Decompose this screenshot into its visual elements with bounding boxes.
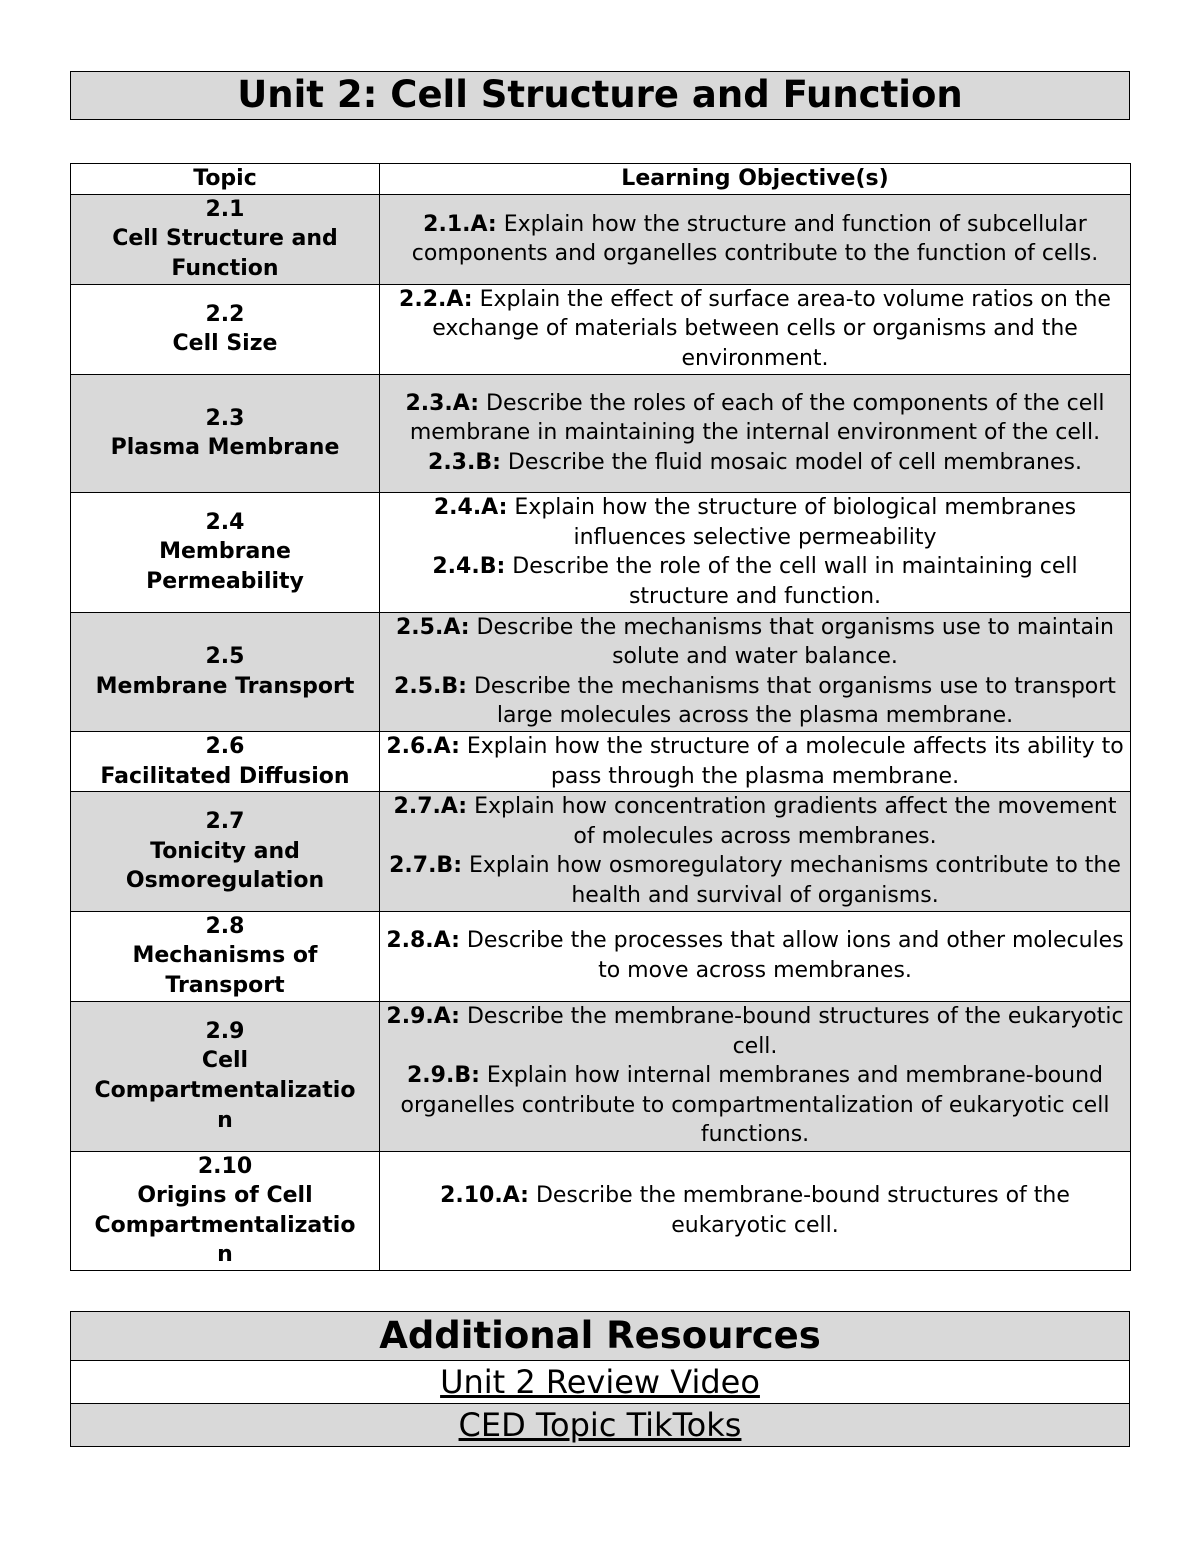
objective-text: Explain how concentration gradients affect the movement of molecules across membranes. <box>474 794 1117 849</box>
objective-code: 2.7.B: <box>389 853 462 879</box>
objective <box>386 851 1124 910</box>
objective <box>386 448 1124 478</box>
objective <box>386 672 1124 731</box>
topic-number: 2.7 <box>205 808 245 834</box>
objective-text: Explain how internal membranes and membrane-bound organelles contribute to compartmentalization of eukaryotic cell functions. <box>400 1063 1110 1148</box>
objective <box>386 1002 1124 1061</box>
objective <box>386 926 1124 985</box>
objective-text: Describe the role of the cell wall in maintaining cell structure and function. <box>512 554 1078 609</box>
topic-name-line: Compartmentalizatio <box>94 1212 356 1238</box>
page-title: Unit 2: Cell Structure and Function <box>70 71 1130 120</box>
objective <box>386 210 1124 269</box>
topic-cell <box>71 911 380 1001</box>
topic-number: 2.8 <box>205 913 245 939</box>
table-row <box>71 1151 1131 1270</box>
topic-name-line: Cell Size <box>172 331 278 357</box>
objective <box>386 552 1124 611</box>
objective-code: 2.10.A: <box>440 1183 529 1209</box>
objective-code: 2.9.B: <box>406 1063 480 1089</box>
topic-name-line: Membrane <box>159 539 291 565</box>
objective-code: 2.5.A: <box>395 614 470 640</box>
resource-row <box>71 1361 1130 1404</box>
objective-code: 2.3.A: <box>405 390 480 416</box>
objectives-cell <box>380 284 1131 374</box>
objectives-cell <box>380 911 1131 1001</box>
table-row <box>71 731 1131 791</box>
topic-name-line: Mechanisms of <box>132 943 318 969</box>
topic-cell <box>71 792 380 911</box>
topic-cell <box>71 1151 380 1270</box>
objectives-cell <box>380 792 1131 911</box>
table-row <box>71 194 1131 284</box>
table-row <box>71 374 1131 492</box>
tiktoks-link[interactable]: CED Topic TikToks <box>71 1404 1130 1447</box>
objective-text: Explain how the structure of a molecule affects its ability to pass through the plasma membrane. <box>466 733 1124 789</box>
objective-code: 2.5.B: <box>394 673 467 699</box>
objective-text: Explain the effect of surface area-to volume ratios on the exchange of materials between cells or organisms and the environment. <box>432 286 1111 371</box>
objective <box>386 792 1124 851</box>
topic-name-line: Tonicity and <box>150 838 300 864</box>
topic-number: 2.9 <box>205 1018 245 1044</box>
topic-number: 2.10 <box>197 1153 253 1179</box>
objective-code: 2.6.A: <box>386 733 460 759</box>
table-row <box>71 284 1131 374</box>
objective-text: Explain how the structure of biological membranes influences selective permeability <box>514 494 1077 550</box>
topic-cell <box>71 374 380 492</box>
table-row <box>71 612 1131 731</box>
topic-number: 2.4 <box>205 509 245 535</box>
topic-number: 2.1 <box>205 196 245 222</box>
objective-text: Explain how the structure and function of subcellular components and organelles contribute to the function of cells. <box>411 211 1099 267</box>
objective-text: Explain how osmoregulatory mechanisms contribute to the health and survival of organisms. <box>469 853 1121 908</box>
topic-cell <box>71 731 380 791</box>
objective <box>386 389 1124 448</box>
objective <box>386 613 1124 672</box>
table-row <box>71 911 1131 1001</box>
objective-code: 2.9.A: <box>386 1004 460 1030</box>
topic-name-line: Plasma Membrane <box>110 435 340 461</box>
header-objectives: Learning Objective(s) <box>380 164 1131 195</box>
objectives-cell <box>380 1151 1131 1270</box>
objective-text: Describe the roles of each of the components of the cell membrane in maintaining the internal environment of the cell. <box>409 390 1105 446</box>
objectives-cell <box>380 492 1131 612</box>
topic-number: 2.2 <box>205 301 245 327</box>
topic-name-line: Osmoregulation <box>125 868 325 894</box>
objectives-table <box>70 163 1131 1271</box>
topic-name-line: Cell <box>201 1048 249 1074</box>
table-body <box>71 194 1131 1270</box>
objective-code: 2.7.A: <box>393 794 468 820</box>
objective-code: 2.8.A: <box>386 928 460 954</box>
topic-name-line: Origins of Cell <box>137 1183 313 1209</box>
objective-code: 2.3.B: <box>428 449 501 475</box>
topic-number: 2.6 <box>205 733 245 759</box>
objective <box>386 493 1124 552</box>
objectives-cell <box>380 374 1131 492</box>
objectives-cell <box>380 731 1131 791</box>
topic-name-line: Facilitated Diffusion <box>100 763 350 789</box>
topic-name-line: n <box>217 1107 233 1133</box>
topic-cell <box>71 492 380 612</box>
objective <box>386 1061 1124 1150</box>
topic-number: 2.5 <box>205 644 245 670</box>
table-header-row <box>71 164 1131 195</box>
objective-text: Describe the membrane-bound structures of the eukaryotic cell. <box>535 1183 1070 1238</box>
objective-text: Describe the fluid mosaic model of cell membranes. <box>507 449 1082 475</box>
objectives-cell <box>380 612 1131 731</box>
objective-code: 2.2.A: <box>399 286 473 312</box>
resources-table <box>70 1311 1130 1447</box>
topic-cell <box>71 1001 380 1151</box>
objective-text: Describe the membrane-bound structures of the eukaryotic cell. <box>466 1004 1124 1059</box>
topic-name-line: Transport <box>165 972 285 998</box>
table-row <box>71 1001 1131 1151</box>
table-row <box>71 792 1131 911</box>
resource-row <box>71 1404 1130 1447</box>
topic-number: 2.3 <box>205 405 245 431</box>
objective-text: Describe the mechanisms that organisms use to transport large molecules across the plasma membrane. <box>473 673 1116 729</box>
resources-title-row <box>71 1312 1130 1361</box>
resources-title: Additional Resources <box>71 1312 1130 1361</box>
objective-text: Describe the processes that allow ions and other molecules to move across membranes. <box>466 928 1124 984</box>
review-video-link[interactable]: Unit 2 Review Video <box>71 1361 1130 1404</box>
objective-code: 2.1.A: <box>423 211 497 237</box>
topic-cell <box>71 284 380 374</box>
topic-name-line: Membrane Transport <box>95 673 355 699</box>
objective-code: 2.4.B: <box>432 554 506 580</box>
topic-name-line: Permeability <box>146 568 304 594</box>
topic-name-line: Cell Structure and <box>112 226 338 252</box>
objective <box>386 732 1124 791</box>
objective-text: Describe the mechanisms that organisms use to maintain solute and water balance. <box>476 614 1114 670</box>
objective <box>386 285 1124 374</box>
topic-name-line: Compartmentalizatio <box>94 1078 356 1104</box>
header-topic: Topic <box>71 164 380 195</box>
topic-name-line: Function <box>171 255 279 281</box>
objectives-cell <box>380 194 1131 284</box>
objective-code: 2.4.A: <box>433 494 508 520</box>
topic-cell <box>71 194 380 284</box>
objective <box>386 1181 1124 1240</box>
topic-cell <box>71 612 380 731</box>
objectives-cell <box>380 1001 1131 1151</box>
table-row <box>71 492 1131 612</box>
topic-name-line: n <box>217 1242 233 1268</box>
